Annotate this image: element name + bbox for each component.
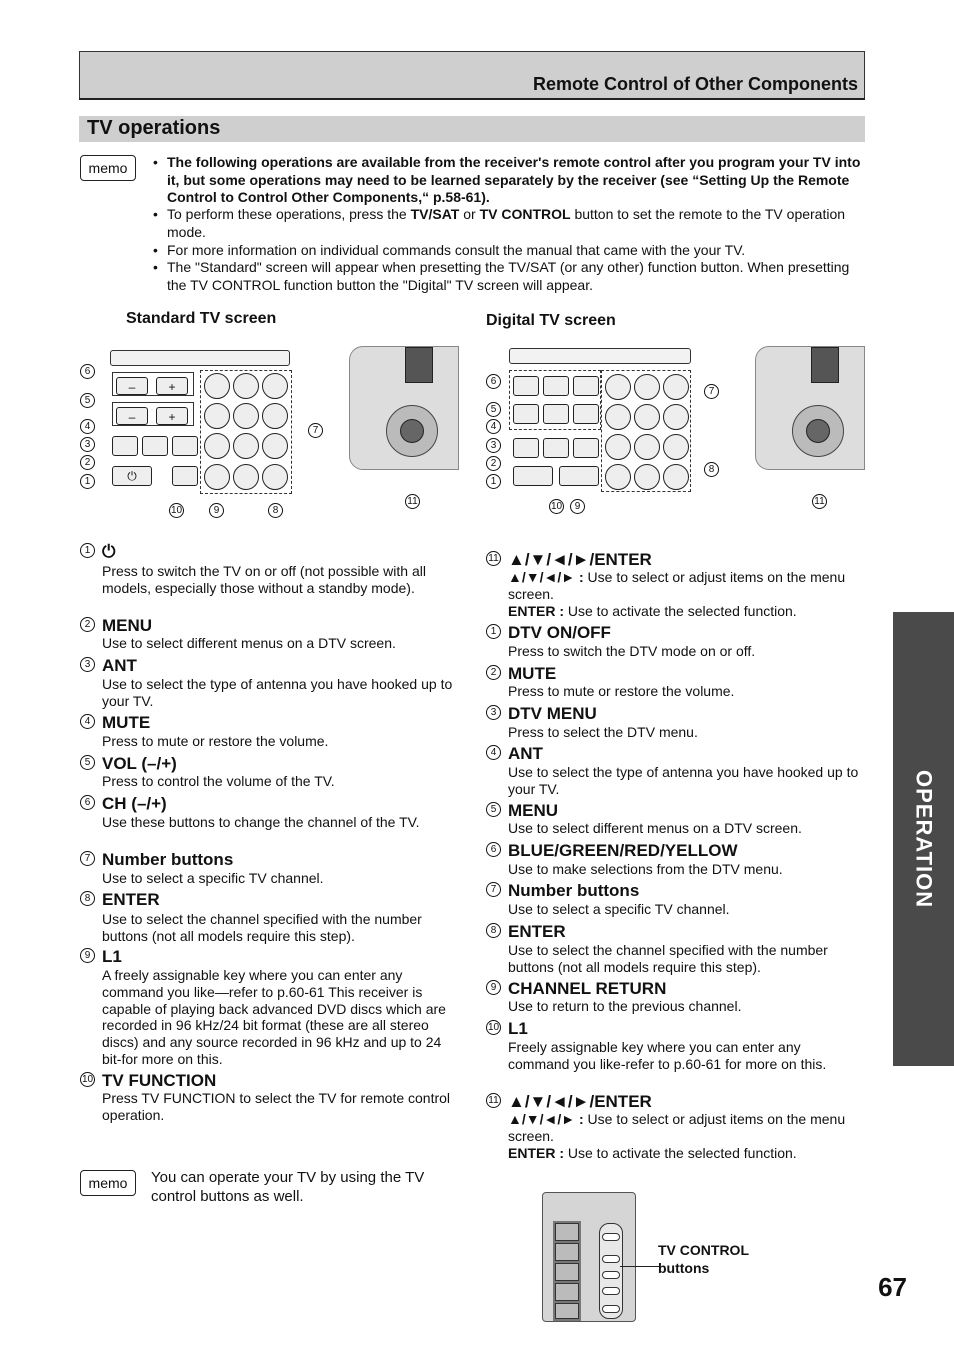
digital-remote-illustration	[509, 346, 695, 494]
cd-button	[555, 1263, 579, 1281]
number-key	[663, 434, 689, 460]
number-key	[262, 433, 288, 459]
bullet-2: • To perform these operations, press the TV/SAT or TV CONTROL button to set the remote to the TV operation mode.	[153, 206, 846, 240]
bullet-3: • For more information on individual commands consult the manual that came with the your TV.	[153, 242, 746, 258]
callout-8: 8	[704, 462, 719, 477]
callout-8: 8	[268, 503, 283, 518]
vcr-button	[405, 347, 433, 383]
tv-power-button	[602, 1233, 620, 1241]
number-key	[233, 433, 259, 459]
number-key	[204, 373, 230, 399]
vol-plus-key: +	[156, 407, 188, 425]
number-key	[204, 433, 230, 459]
tv-function-button	[602, 1305, 620, 1313]
standard-remote-illustration	[108, 348, 294, 498]
vcr-button	[811, 347, 839, 383]
number-key	[233, 464, 259, 490]
number-key	[634, 434, 660, 460]
number-key	[605, 434, 631, 460]
callout-3: 3	[80, 437, 95, 452]
enter-key	[262, 464, 288, 490]
number-key	[634, 404, 660, 430]
menu-key	[142, 436, 168, 456]
callout-5: 5	[80, 393, 95, 408]
vol-minus-key: –	[116, 407, 148, 425]
side-tab-label: OPERATION	[911, 769, 937, 909]
menu-key	[513, 404, 539, 424]
callout-1: 1	[80, 474, 95, 489]
callout-10: 10	[550, 501, 563, 512]
callout-7: 7	[704, 384, 719, 399]
callout-5: 5	[486, 402, 501, 417]
red-key	[573, 376, 599, 396]
enter-button	[806, 419, 830, 443]
ant-key	[573, 404, 599, 424]
l1-key	[559, 466, 599, 486]
tv-vol-button	[602, 1255, 620, 1263]
number-key	[233, 403, 259, 429]
callout-2: 2	[486, 456, 501, 471]
number-key	[634, 374, 660, 400]
bullet-4: • The "Standard" screen will appear when presetting the TV/SAT (or any other) function button. When presetting the TV CONTROL function button the "Digital" TV screen will appear.	[153, 259, 850, 293]
receiver-panel-illustration	[349, 346, 459, 470]
callout-7: 7	[308, 423, 323, 438]
bottom-memo-text: You can operate your TV by using the TV control buttons as well.	[151, 1169, 425, 1205]
header-title: Remote Control of Other Components	[533, 74, 858, 94]
callout-4: 4	[486, 419, 501, 434]
ant-key	[112, 436, 138, 456]
number-key	[233, 373, 259, 399]
memo-icon: memo	[80, 1170, 136, 1196]
tv-ch-button	[602, 1271, 620, 1279]
callout-3: 3	[486, 438, 501, 453]
tv-sat-button	[555, 1243, 579, 1261]
standard-screen-heading: Standard TV screen	[126, 310, 277, 327]
callout-11: 11	[812, 494, 827, 509]
digital-screen-heading: Digital TV screen	[486, 312, 616, 329]
tuner-button	[555, 1283, 579, 1301]
receiver-panel-illustration	[755, 346, 865, 470]
dtv-on-off-key	[513, 466, 553, 486]
tv-control-label: TV CONTROL buttons	[658, 1242, 749, 1276]
enter-key	[663, 464, 689, 490]
display-strip	[509, 348, 691, 364]
callout-6: 6	[80, 364, 95, 379]
callout-10: 10	[170, 505, 183, 516]
number-key	[262, 403, 288, 429]
number-key	[605, 374, 631, 400]
mute-key	[543, 438, 569, 458]
header-rule	[79, 98, 865, 100]
memo-icon: memo	[80, 155, 136, 181]
mute-key	[172, 436, 198, 456]
callout-2: 2	[80, 455, 95, 470]
callout-9: 9	[570, 499, 585, 514]
number-key	[605, 404, 631, 430]
remote-tv-control-illustration	[542, 1192, 636, 1322]
ch-plus-key: +	[156, 377, 188, 395]
tv-function-key	[172, 466, 198, 486]
blue-key	[513, 376, 539, 396]
callout-11: 11	[405, 494, 420, 509]
green-key	[543, 376, 569, 396]
number-key	[262, 373, 288, 399]
page-number: 67	[878, 1272, 907, 1302]
tv-control-button	[555, 1303, 579, 1319]
number-key	[663, 404, 689, 430]
display-strip	[110, 350, 290, 366]
l1-key	[204, 464, 230, 490]
channel-return-key	[573, 438, 599, 458]
number-key	[634, 464, 660, 490]
ch-minus-key: –	[116, 377, 148, 395]
remote-setup-button	[555, 1223, 579, 1241]
enter-button	[400, 419, 424, 443]
yellow-key	[543, 404, 569, 424]
callout-4: 4	[80, 419, 95, 434]
number-key	[204, 403, 230, 429]
callout-1: 1	[486, 474, 501, 489]
number-key	[663, 374, 689, 400]
dtv-menu-key	[513, 438, 539, 458]
section-title: TV operations	[87, 117, 221, 139]
power-key: ⏻	[112, 466, 152, 486]
tv-control-leader-line	[620, 1266, 660, 1267]
callout-9: 9	[209, 503, 224, 518]
callout-6: 6	[486, 374, 501, 389]
dot-key	[605, 464, 631, 490]
bullet-1: • The following operations are available from the receiver's remote control after you program your TV into it, but some operations may need to be learned separately by the receiver (see “Setting Up the Remote Control to Control Other Components,“ p.58-61).	[153, 154, 861, 205]
tv-vol2-button	[602, 1287, 620, 1295]
